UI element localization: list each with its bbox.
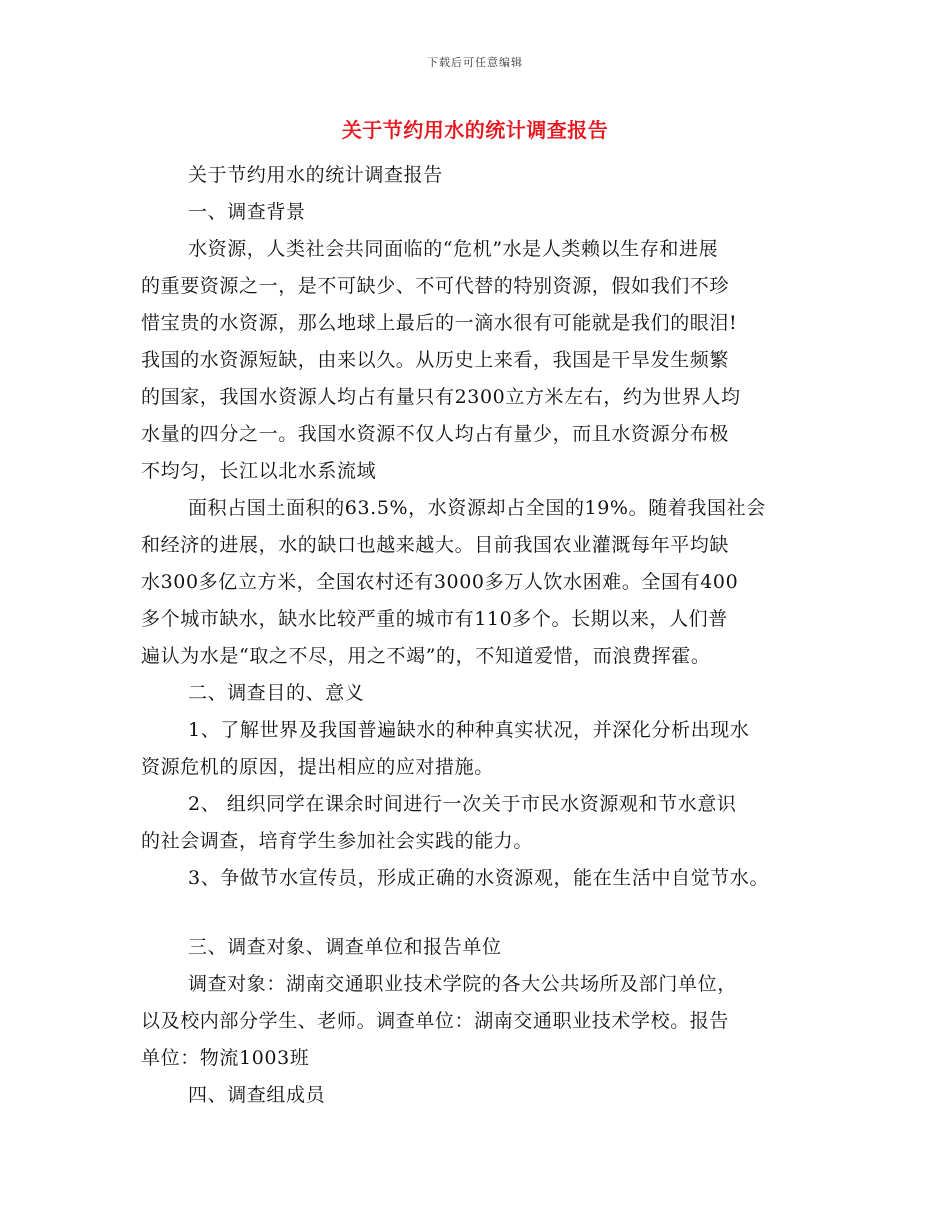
paragraph-line: 的重要资源之一，是不可缺少、不可代替的特别资源，假如我们不珍 — [141, 275, 730, 297]
paragraph-line: 惜宝贵的水资源，那么地球上最后的一滴水很有可能就是我们的眼泪! — [141, 312, 738, 334]
paragraph-line: 1、了解世界及我国普遍缺水的种种真实状况，并深化分析出现水 — [188, 719, 750, 741]
subtitle-line: 关于节约用水的统计调查报告 — [188, 164, 443, 186]
paragraph-line: 的国家，我国水资源人均占有量只有2300立方米左右，约为世界人均 — [141, 386, 741, 408]
paragraph-line: 水量的四分之一。我国水资源不仅人均占有量少，而且水资源分布极 — [141, 423, 730, 445]
paragraph-line: 水300多亿立方米，全国农村还有3000多万人饮水困难。全国有400 — [141, 571, 739, 593]
section-heading-3: 三、调查对象、调查单位和报告单位 — [188, 936, 502, 958]
paragraph-line: 水资源，人类社会共同面临的“危机”水是人类赖以生存和进展 — [188, 238, 719, 260]
paragraph-line: 单位：物流1003班 — [141, 1047, 310, 1069]
section-heading-4: 四、调查组成员 — [188, 1084, 326, 1106]
paragraph-line: 的社会调查，培育学生参加社会实践的能力。 — [141, 830, 534, 852]
paragraph-line: 资源危机的原因，提出相应的应对措施。 — [141, 756, 494, 778]
section-heading-2: 二、调查目的、意义 — [188, 682, 365, 704]
paragraph-line: 面积占国土面积的63.5%，水资源却占全国的19%。随着我国社会 — [188, 497, 766, 519]
paragraph-line: 不均匀，长江以北水系流域 — [141, 460, 377, 482]
section-heading-1: 一、调查背景 — [188, 201, 306, 223]
paragraph-line: 以及校内部分学生、老师。调查单位：湖南交通职业技术学校。报告 — [141, 1010, 730, 1032]
paragraph-line: 2、 组织同学在课余时间进行一次关于市民水资源观和节水意识 — [188, 793, 737, 815]
document-title: 关于节约用水的统计调查报告 — [341, 118, 609, 142]
paragraph-line: 3、争做节水宣传员，形成正确的水资源观，能在生活中自觉节水。 — [188, 867, 770, 889]
header-note: 下载后可任意编辑 — [427, 56, 523, 69]
paragraph-line: 和经济的进展，水的缺口也越来越大。目前我国农业灌溉每年平均缺 — [141, 534, 730, 556]
paragraph-line: 多个城市缺水，缺水比较严重的城市有110多个。长期以来，人们普 — [141, 608, 728, 630]
paragraph-line: 遍认为水是“取之不尽，用之不竭”的，不知道爱惜，而浪费挥霍。 — [141, 645, 711, 667]
paragraph-line: 我国的水资源短缺，由来以久。从历史上来看，我国是干旱发生频繁 — [141, 349, 730, 371]
paragraph-line: 调查对象：湖南交通职业技术学院的各大公共场所及部门单位， — [188, 973, 737, 995]
